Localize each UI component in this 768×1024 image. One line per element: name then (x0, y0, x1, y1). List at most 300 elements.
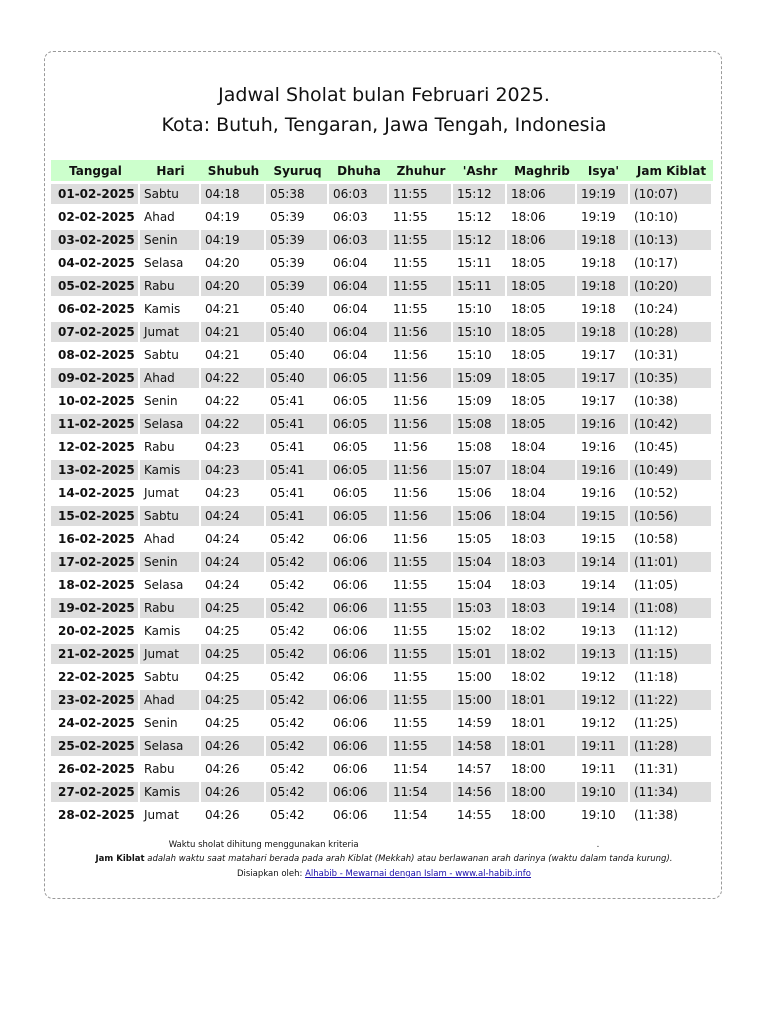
table-cell: 11:56 (389, 506, 453, 526)
table-cell: 05:39 (266, 276, 329, 296)
table-cell: 19:19 (577, 207, 630, 227)
table-row (51, 253, 713, 273)
table-cell: (11:22) (630, 690, 713, 710)
table-cell: (11:08) (630, 598, 713, 618)
table-cell: (11:31) (630, 759, 713, 779)
table-cell: 19:18 (577, 276, 630, 296)
table-cell: 18:00 (507, 805, 577, 825)
table-cell: 15:11 (453, 253, 507, 273)
table-cell: 05:39 (266, 207, 329, 227)
table-cell: 05:41 (266, 483, 329, 503)
table-cell: Kamis (140, 621, 201, 641)
table-row (51, 184, 713, 204)
table-cell: 24-02-2025 (51, 713, 140, 733)
table-cell: 15:00 (453, 667, 507, 687)
table-cell: 05:42 (266, 690, 329, 710)
table-cell: 04:18 (201, 184, 266, 204)
table-cell: 18:01 (507, 736, 577, 756)
table-cell: 11-02-2025 (51, 414, 140, 434)
page-title: Jadwal Sholat bulan Februari 2025. (218, 84, 550, 106)
table-cell: 19:15 (577, 506, 630, 526)
table-cell: 04:19 (201, 207, 266, 227)
table-cell: (10:56) (630, 506, 713, 526)
table-cell: Selasa (140, 414, 201, 434)
table-row (51, 759, 713, 779)
table-cell: 04:23 (201, 460, 266, 480)
table-cell: 15:00 (453, 690, 507, 710)
table-cell: 11:55 (389, 207, 453, 227)
table-cell: 05:41 (266, 460, 329, 480)
table-cell: 18:05 (507, 276, 577, 296)
table-cell: (11:18) (630, 667, 713, 687)
table-cell: 14:58 (453, 736, 507, 756)
table-cell: 27-02-2025 (51, 782, 140, 802)
table-cell: 04:22 (201, 368, 266, 388)
criteria-note (0, 840, 768, 850)
table-cell: 04:26 (201, 736, 266, 756)
table-cell: 11:55 (389, 552, 453, 572)
table-row (51, 529, 713, 549)
table-cell: 06:05 (329, 506, 389, 526)
table-cell: 18:05 (507, 299, 577, 319)
table-cell: (10:20) (630, 276, 713, 296)
table-cell: 11:55 (389, 644, 453, 664)
table-row (51, 276, 713, 296)
table-cell: 05:40 (266, 322, 329, 342)
table-cell: 11:54 (389, 805, 453, 825)
table-cell: 07-02-2025 (51, 322, 140, 342)
table-cell: 05:42 (266, 598, 329, 618)
table-cell: 06:06 (329, 529, 389, 549)
table-cell: 06:06 (329, 598, 389, 618)
table-cell: (10:17) (630, 253, 713, 273)
city-subtitle: Kota: Butuh, Tengaran, Jawa Tengah, Indonesia (161, 114, 607, 136)
table-cell: 15:09 (453, 368, 507, 388)
table-cell: 18:04 (507, 506, 577, 526)
table-cell: 18:06 (507, 230, 577, 250)
table-cell: 19:16 (577, 460, 630, 480)
table-cell: 18:01 (507, 713, 577, 733)
table-cell: 05:42 (266, 736, 329, 756)
table-row (51, 552, 713, 572)
table-cell: 14:57 (453, 759, 507, 779)
table-cell: 11:55 (389, 598, 453, 618)
table-cell: 11:55 (389, 276, 453, 296)
table-cell: 06:06 (329, 667, 389, 687)
table-cell: 04:20 (201, 276, 266, 296)
table-cell: 05:42 (266, 805, 329, 825)
table-cell: 04:25 (201, 690, 266, 710)
table-cell: 19:15 (577, 529, 630, 549)
kiblat-text: adalah waktu saat matahari berada pada arah Kiblat (Mekkah) atau berlawanan arah darinya (waktu dalam tanda kurung). (147, 854, 673, 864)
table-cell: (11:15) (630, 644, 713, 664)
table-cell: (10:13) (630, 230, 713, 250)
table-cell: 06:04 (329, 253, 389, 273)
table-row (51, 736, 713, 756)
table-row (51, 506, 713, 526)
table-cell: 18:04 (507, 437, 577, 457)
table-cell: 11:56 (389, 368, 453, 388)
table-cell: 11:56 (389, 345, 453, 365)
table-body (51, 184, 713, 825)
table-cell: 18:03 (507, 552, 577, 572)
table-cell: Kamis (140, 782, 201, 802)
criteria-end: . (596, 840, 600, 850)
table-cell: 15:12 (453, 230, 507, 250)
table-cell: 18:06 (507, 184, 577, 204)
table-cell: 11:56 (389, 414, 453, 434)
table-cell: (10:58) (630, 529, 713, 549)
table-cell: 19:16 (577, 483, 630, 503)
table-cell: 28-02-2025 (51, 805, 140, 825)
table-cell: 11:55 (389, 713, 453, 733)
table-cell: 04:20 (201, 253, 266, 273)
table-cell: 19:11 (577, 759, 630, 779)
table-cell: (10:35) (630, 368, 713, 388)
table-cell: 19:14 (577, 575, 630, 595)
table-row (51, 437, 713, 457)
table-row (51, 207, 713, 227)
table-cell: 15:04 (453, 552, 507, 572)
table-cell: 06-02-2025 (51, 299, 140, 319)
table-cell: 19:16 (577, 414, 630, 434)
table-cell: 19:18 (577, 322, 630, 342)
table-cell: 15:02 (453, 621, 507, 641)
table-cell: 11:55 (389, 299, 453, 319)
table-cell: 06:06 (329, 621, 389, 641)
table-cell: 06:05 (329, 437, 389, 457)
table-cell: 15:01 (453, 644, 507, 664)
table-cell: 18:05 (507, 322, 577, 342)
table-cell: 01-02-2025 (51, 184, 140, 204)
table-cell: 15:04 (453, 575, 507, 595)
table-cell: Ahad (140, 690, 201, 710)
table-cell: 18:05 (507, 414, 577, 434)
table-cell: 06:05 (329, 460, 389, 480)
table-row (51, 368, 713, 388)
table-cell: 19:12 (577, 690, 630, 710)
table-cell: Rabu (140, 437, 201, 457)
table-row (51, 575, 713, 595)
table-cell: 18:03 (507, 575, 577, 595)
table-cell: 05:42 (266, 575, 329, 595)
table-cell: 13-02-2025 (51, 460, 140, 480)
table-cell: (11:05) (630, 575, 713, 595)
prepared-by-note (0, 869, 768, 879)
table-row (51, 644, 713, 664)
table-cell: 15:03 (453, 598, 507, 618)
table-cell: 19:17 (577, 368, 630, 388)
table-cell: 15:12 (453, 207, 507, 227)
table-cell: Sabtu (140, 184, 201, 204)
table-cell: 15:08 (453, 437, 507, 457)
table-cell: 19:10 (577, 805, 630, 825)
table-row (51, 391, 713, 411)
table-cell: 05:42 (266, 713, 329, 733)
table-cell: 04:26 (201, 782, 266, 802)
table-cell: Kamis (140, 460, 201, 480)
table-cell: 06:04 (329, 299, 389, 319)
table-row (51, 667, 713, 687)
table-cell: 11:54 (389, 782, 453, 802)
table-cell: 06:05 (329, 483, 389, 503)
table-cell: 08-02-2025 (51, 345, 140, 365)
table-cell: 04:19 (201, 230, 266, 250)
table-cell: 04:22 (201, 391, 266, 411)
table-cell: 04:25 (201, 598, 266, 618)
table-cell: 18:02 (507, 621, 577, 641)
table-cell: 06:04 (329, 322, 389, 342)
table-cell: 23-02-2025 (51, 690, 140, 710)
table-cell: 25-02-2025 (51, 736, 140, 756)
table-cell: 06:06 (329, 552, 389, 572)
table-cell: 11:56 (389, 529, 453, 549)
kiblat-note (0, 854, 768, 864)
table-cell: 02-02-2025 (51, 207, 140, 227)
table-cell: (10:07) (630, 184, 713, 204)
column-header: Isya' (577, 160, 630, 181)
table-cell: 05:38 (266, 184, 329, 204)
table-cell: 11:56 (389, 391, 453, 411)
table-cell: 06:03 (329, 207, 389, 227)
table-cell: 15:06 (453, 483, 507, 503)
table-cell: 14:55 (453, 805, 507, 825)
table-row (51, 483, 713, 503)
prepared-label: Disiapkan oleh: (236, 869, 303, 879)
table-cell: 18:00 (507, 759, 577, 779)
table-cell: 11:56 (389, 460, 453, 480)
table-cell: 04:24 (201, 552, 266, 572)
table-cell: 19:19 (577, 184, 630, 204)
table-cell: Rabu (140, 759, 201, 779)
column-header: Hari (140, 160, 201, 181)
table-cell: 11:55 (389, 621, 453, 641)
table-cell: 12-02-2025 (51, 437, 140, 457)
table-cell: 04:25 (201, 644, 266, 664)
table-cell: 11:55 (389, 667, 453, 687)
table-cell: Senin (140, 552, 201, 572)
table-cell: Senin (140, 230, 201, 250)
table-cell: 05:41 (266, 437, 329, 457)
prayer-schedule-table (51, 157, 713, 828)
table-cell: 19:11 (577, 736, 630, 756)
table-cell: 05:39 (266, 230, 329, 250)
table-cell: 11:56 (389, 483, 453, 503)
table-cell: (11:25) (630, 713, 713, 733)
table-cell: 15:11 (453, 276, 507, 296)
column-header: Dhuha (329, 160, 389, 181)
table-cell: 19:10 (577, 782, 630, 802)
table-cell: Ahad (140, 529, 201, 549)
table-cell: (11:01) (630, 552, 713, 572)
table-cell: 05-02-2025 (51, 276, 140, 296)
column-header: Jam Kiblat (630, 160, 713, 181)
table-cell: 04:21 (201, 345, 266, 365)
table-row (51, 414, 713, 434)
table-cell: 04:23 (201, 437, 266, 457)
table-cell: 05:39 (266, 253, 329, 273)
table-cell: 11:55 (389, 690, 453, 710)
table-cell: 19:17 (577, 345, 630, 365)
table-cell: 16-02-2025 (51, 529, 140, 549)
table-cell: 04:22 (201, 414, 266, 434)
table-cell: 06:06 (329, 759, 389, 779)
criteria-text: Waktu sholat dihitung menggunakan kriteria (168, 840, 359, 850)
table-cell: 06:03 (329, 230, 389, 250)
column-header: Zhuhur (389, 160, 453, 181)
table-cell: (10:52) (630, 483, 713, 503)
table-cell: 19-02-2025 (51, 598, 140, 618)
table-cell: 18:06 (507, 207, 577, 227)
table-cell: Jumat (140, 805, 201, 825)
table-cell: 20-02-2025 (51, 621, 140, 641)
table-cell: Selasa (140, 736, 201, 756)
alhabib-link[interactable]: Alhabib - Mewarnai dengan Islam - www.al-habib.info (305, 869, 532, 879)
table-cell: Senin (140, 713, 201, 733)
table-cell: Jumat (140, 322, 201, 342)
table-cell: 11:55 (389, 736, 453, 756)
table-cell: 04:25 (201, 667, 266, 687)
table-cell: 06:05 (329, 368, 389, 388)
table-cell: 19:12 (577, 713, 630, 733)
table-cell: 18:05 (507, 253, 577, 273)
table-cell: 05:41 (266, 391, 329, 411)
table-cell: Sabtu (140, 667, 201, 687)
table-row (51, 460, 713, 480)
table-cell: 06:05 (329, 391, 389, 411)
table-cell: 19:18 (577, 299, 630, 319)
table-cell: 18:02 (507, 644, 577, 664)
table-cell: 11:56 (389, 437, 453, 457)
table-cell: Jumat (140, 644, 201, 664)
table-cell: 06:06 (329, 805, 389, 825)
table-cell: 06:06 (329, 690, 389, 710)
table-cell: (10:42) (630, 414, 713, 434)
table-cell: 04:23 (201, 483, 266, 503)
table-cell: 18:05 (507, 391, 577, 411)
table-row (51, 322, 713, 342)
table-cell: 18:05 (507, 368, 577, 388)
table-cell: (11:28) (630, 736, 713, 756)
column-header: Tanggal (51, 160, 140, 181)
table-cell: 15:10 (453, 322, 507, 342)
table-cell: 06:06 (329, 736, 389, 756)
table-cell: (10:10) (630, 207, 713, 227)
table-cell: (11:38) (630, 805, 713, 825)
table-cell: Rabu (140, 598, 201, 618)
table-cell: Sabtu (140, 345, 201, 365)
table-cell: Senin (140, 391, 201, 411)
table-cell: 26-02-2025 (51, 759, 140, 779)
table-cell: 15:12 (453, 184, 507, 204)
table-cell: Sabtu (140, 506, 201, 526)
table-cell: Selasa (140, 253, 201, 273)
table-cell: Kamis (140, 299, 201, 319)
table-cell: 19:14 (577, 552, 630, 572)
table-cell: 14-02-2025 (51, 483, 140, 503)
table-cell: 15:07 (453, 460, 507, 480)
table-row (51, 805, 713, 825)
table-cell: (10:45) (630, 437, 713, 457)
table-cell: 19:16 (577, 437, 630, 457)
table-cell: 05:42 (266, 759, 329, 779)
table-cell: 05:40 (266, 345, 329, 365)
table-cell: 06:05 (329, 414, 389, 434)
table-cell: 18:04 (507, 460, 577, 480)
table-row (51, 345, 713, 365)
table-cell: (11:34) (630, 782, 713, 802)
table-cell: (11:12) (630, 621, 713, 641)
table-cell: 15:08 (453, 414, 507, 434)
table-cell: Rabu (140, 276, 201, 296)
table-row (51, 621, 713, 641)
table-cell: 18:02 (507, 667, 577, 687)
table-cell: 04:25 (201, 621, 266, 641)
table-cell: 06:04 (329, 276, 389, 296)
table-cell: 04:21 (201, 322, 266, 342)
table-cell: 04:24 (201, 575, 266, 595)
table-cell: 14:59 (453, 713, 507, 733)
table-cell: 11:54 (389, 759, 453, 779)
table-cell: 04-02-2025 (51, 253, 140, 273)
table-cell: 05:42 (266, 552, 329, 572)
table-cell: Jumat (140, 483, 201, 503)
table-cell: 18:05 (507, 345, 577, 365)
table-row (51, 690, 713, 710)
table-cell: 18:03 (507, 598, 577, 618)
table-cell: 15:10 (453, 299, 507, 319)
table-cell: (10:31) (630, 345, 713, 365)
table-cell: 03-02-2025 (51, 230, 140, 250)
table-cell: 04:26 (201, 805, 266, 825)
table-cell: 05:42 (266, 667, 329, 687)
table-cell: 21-02-2025 (51, 644, 140, 664)
table-cell: 05:41 (266, 506, 329, 526)
table-cell: (10:49) (630, 460, 713, 480)
table-cell: 19:12 (577, 667, 630, 687)
table-cell: (10:24) (630, 299, 713, 319)
table-cell: 06:06 (329, 713, 389, 733)
table-cell: 11:55 (389, 253, 453, 273)
table-cell: 14:56 (453, 782, 507, 802)
table-cell: 19:18 (577, 253, 630, 273)
table-cell: 15-02-2025 (51, 506, 140, 526)
table-cell: Ahad (140, 368, 201, 388)
kiblat-label: Jam Kiblat (95, 854, 145, 864)
table-cell: 19:14 (577, 598, 630, 618)
table-cell: 04:24 (201, 529, 266, 549)
table-row (51, 299, 713, 319)
table-cell: 06:06 (329, 575, 389, 595)
table-cell: 11:55 (389, 184, 453, 204)
table-cell: 19:18 (577, 230, 630, 250)
table-cell: 04:25 (201, 713, 266, 733)
table-cell: 11:55 (389, 230, 453, 250)
table-row (51, 598, 713, 618)
column-header: Shubuh (201, 160, 266, 181)
table-cell: 05:42 (266, 621, 329, 641)
table-cell: 19:13 (577, 644, 630, 664)
table-cell: 17-02-2025 (51, 552, 140, 572)
column-header: 'Ashr (453, 160, 507, 181)
table-header-row (51, 160, 713, 181)
table-cell: 10-02-2025 (51, 391, 140, 411)
table-cell: 06:03 (329, 184, 389, 204)
table-cell: 15:05 (453, 529, 507, 549)
table-cell: 18:04 (507, 483, 577, 503)
table-cell: 18:01 (507, 690, 577, 710)
table-cell: 06:06 (329, 644, 389, 664)
